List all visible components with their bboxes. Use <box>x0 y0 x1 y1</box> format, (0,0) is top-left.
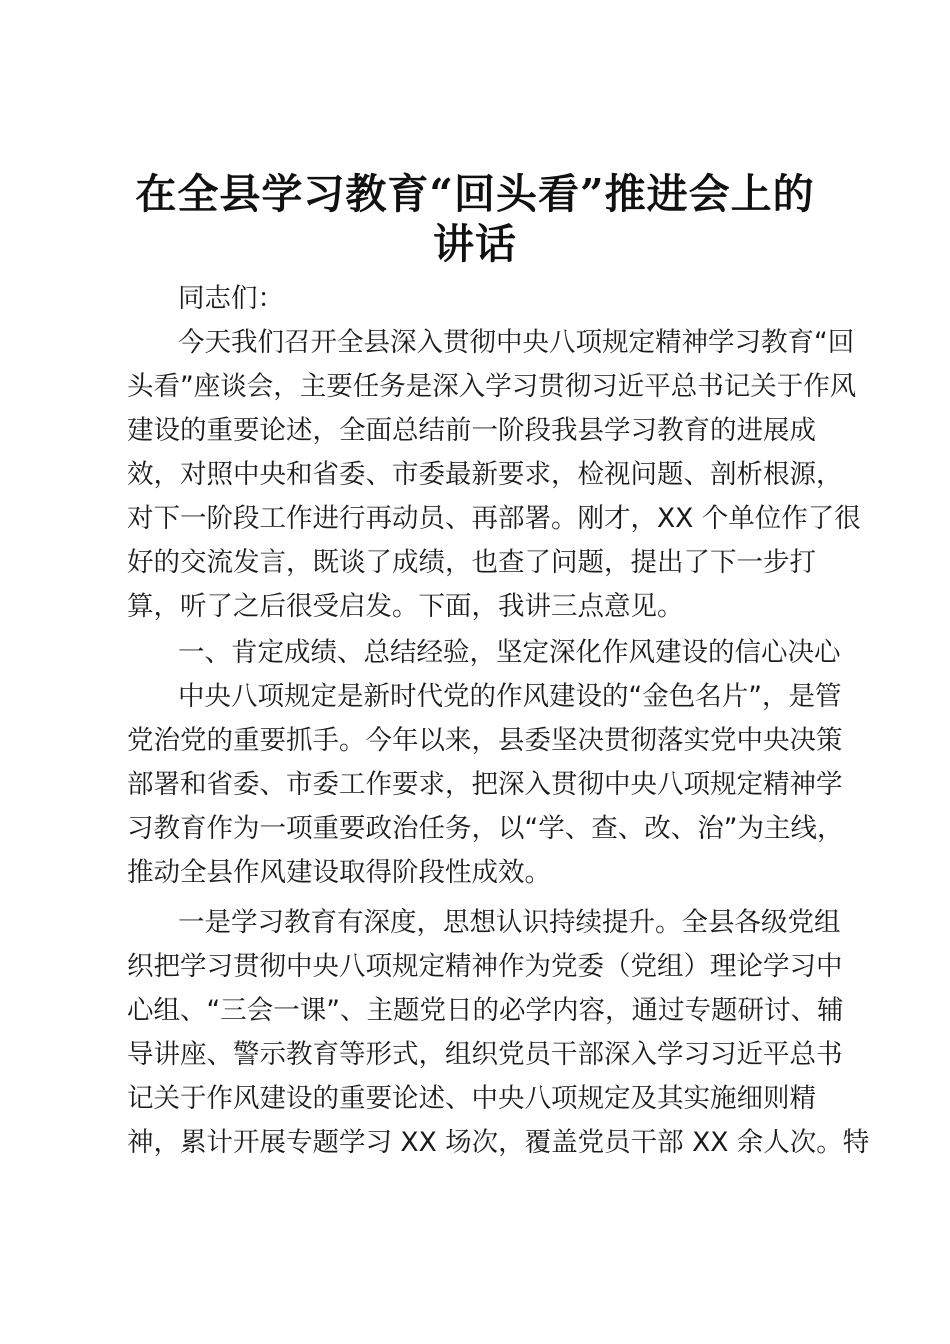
body-line: 效，对照中央和省委、市委最新要求，检视问题、剖析根源， <box>127 459 843 490</box>
body-line: 头看”座谈会，主要任务是深入学习贯彻习近平总书记关于作风 <box>127 371 857 402</box>
body-line: 中央八项规定是新时代党的作风建设的“金色名片”，是管 <box>178 681 842 712</box>
body-line: 对下一阶段工作进行再动员、再部署。刚才，XX 个单位作了很 <box>127 503 861 534</box>
body-line: 心组、“三会一课”、主题党日的必学内容，通过专题研讨、辅 <box>127 995 844 1026</box>
section-heading: 一、肯定成绩、总结经验，坚定深化作风建设的信心决心 <box>178 637 841 668</box>
salutation: 同志们： <box>178 283 284 314</box>
document-title-line-1: 在全县学习教育“回头看”推进会上的 <box>135 170 815 218</box>
body-line: 建设的重要论述，全面总结前一阶段我县学习教育的进展成 <box>127 415 816 446</box>
body-line: 神，累计开展专题学习 XX 场次，覆盖党员干部 XX 余人次。特 <box>127 1127 870 1158</box>
body-line: 部署和省委、市委工作要求，把深入贯彻中央八项规定精神学 <box>127 769 843 800</box>
body-line: 好的交流发言，既谈了成绩，也查了问题，提出了下一步打 <box>127 547 816 578</box>
body-line: 织把学习贯彻中央八项规定精神作为党委（党组）理论学习中 <box>127 951 843 982</box>
body-line: 党治党的重要抓手。今年以来，县委坚决贯彻落实党中央决策 <box>127 725 843 756</box>
body-line: 一是学习教育有深度，思想认识持续提升。全县各级党组 <box>178 907 841 938</box>
body-line: 记关于作风建设的重要论述、中央八项规定及其实施细则精 <box>127 1083 816 1114</box>
body-line: 今天我们召开全县深入贯彻中央八项规定精神学习教育“回 <box>178 327 855 358</box>
body-line: 推动全县作风建设取得阶段性成效。 <box>127 857 551 888</box>
body-line: 习教育作为一项重要政治任务，以“学、查、改、治”为主线， <box>127 813 844 844</box>
document-title-line-2: 讲话 <box>433 220 517 268</box>
body-line: 导讲座、警示教育等形式，组织党员干部深入学习习近平总书 <box>127 1039 843 1070</box>
body-line: 算，听了之后很受启发。下面，我讲三点意见。 <box>127 591 684 622</box>
